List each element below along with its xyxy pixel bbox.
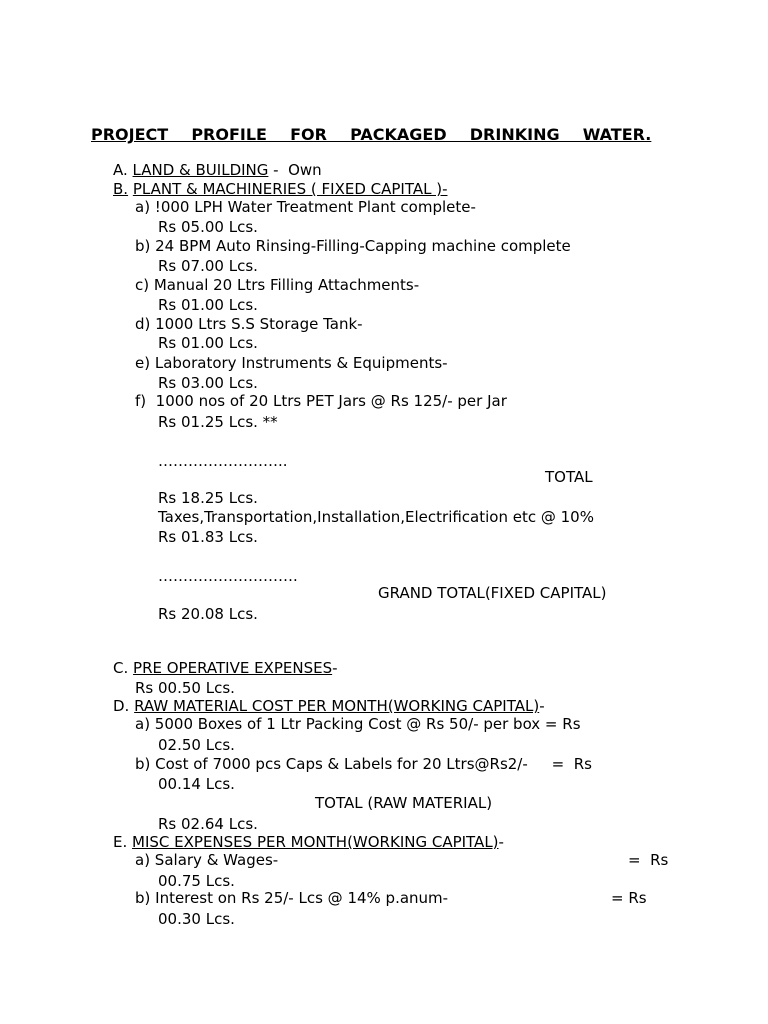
dotted-separator: …………………….. <box>158 452 288 470</box>
total-label: TOTAL <box>545 468 593 486</box>
item-e-b-cost: 00.30 Lcs. <box>158 910 235 928</box>
item-b-c-label: c) Manual 20 Ltrs Filling Attachments- <box>135 276 420 294</box>
section-e-marker: E. <box>113 833 128 851</box>
raw-material-total-label: TOTAL (RAW MATERIAL) <box>315 794 493 812</box>
item-b-f-label: f) 1000 nos of 20 Ltrs PET Jars @ Rs 125/- per Jar <box>135 392 507 410</box>
grand-total-value: Rs 20.08 Lcs. <box>158 605 258 623</box>
section-d <box>113 698 545 715</box>
section-e <box>113 834 504 851</box>
section-c <box>113 660 338 677</box>
item-b-c-cost: Rs 01.00 Lcs. <box>158 296 258 314</box>
section-b-marker: B. <box>113 180 129 198</box>
section-e-suffix: - <box>498 833 504 851</box>
page-title: PROJECT PROFILE FOR PACKAGED DRINKING WATER. <box>91 125 652 144</box>
section-c-value: Rs 00.50 Lcs. <box>135 679 235 697</box>
item-d-b-cost: 00.14 Lcs. <box>158 775 235 793</box>
section-d-heading: RAW MATERIAL COST PER MONTH(WORKING CAPITAL) <box>134 697 540 715</box>
item-b-b-label: b) 24 BPM Auto Rinsing-Filling-Capping machine complete <box>135 237 571 255</box>
item-b-e-cost: Rs 03.00 Lcs. <box>158 374 258 392</box>
item-e-b-equals: = Rs <box>611 889 647 907</box>
raw-material-total-value: Rs 02.64 Lcs. <box>158 815 258 833</box>
item-e-a-label: a) Salary & Wages- <box>135 851 279 869</box>
item-d-b-label: b) Cost of 7000 pcs Caps & Labels for 20 Ltrs@Rs2/- = Rs <box>135 755 592 773</box>
item-b-a-cost: Rs 05.00 Lcs. <box>158 218 258 236</box>
section-a-marker: A. <box>113 161 128 179</box>
section-b <box>113 181 448 198</box>
section-d-suffix: - <box>539 697 545 715</box>
item-e-b-label: b) Interest on Rs 25/- Lcs @ 14% p.anum- <box>135 889 449 907</box>
section-a-heading: LAND & BUILDING <box>132 161 269 179</box>
section-c-heading: PRE OPERATIVE EXPENSES <box>133 659 333 677</box>
taxes-value: Rs 01.83 Lcs. <box>158 528 258 546</box>
item-b-a-label: a) !000 LPH Water Treatment Plant complete- <box>135 198 476 216</box>
item-b-b-cost: Rs 07.00 Lcs. <box>158 257 258 275</box>
section-a <box>113 162 322 179</box>
item-e-a-equals: = Rs <box>628 851 669 869</box>
total-value: Rs 18.25 Lcs. <box>158 489 258 507</box>
item-b-d-label: d) 1000 Ltrs S.S Storage Tank- <box>135 315 363 333</box>
section-e-heading: MISC EXPENSES PER MONTH(WORKING CAPITAL) <box>132 833 499 851</box>
dotted-separator: ………………………. <box>158 567 298 585</box>
section-c-marker: C. <box>113 659 129 677</box>
item-b-d-cost: Rs 01.00 Lcs. <box>158 334 258 352</box>
taxes-label: Taxes,Transportation,Installation,Electrification etc @ 10% <box>158 508 594 526</box>
section-a-suffix: - Own <box>268 161 322 179</box>
grand-total-label: GRAND TOTAL(FIXED CAPITAL) <box>378 584 607 602</box>
item-b-e-label: e) Laboratory Instruments & Equipments- <box>135 354 448 372</box>
section-d-marker: D. <box>113 697 130 715</box>
section-c-suffix: - <box>332 659 338 677</box>
item-d-a-cost: 02.50 Lcs. <box>158 736 235 754</box>
item-e-a-cost: 00.75 Lcs. <box>158 872 235 890</box>
section-b-heading: PLANT & MACHINERIES ( FIXED CAPITAL )- <box>132 180 448 198</box>
item-b-f-cost: Rs 01.25 Lcs. ** <box>158 413 278 431</box>
item-d-a-label: a) 5000 Boxes of 1 Ltr Packing Cost @ Rs 50/- per box = Rs <box>135 715 581 733</box>
